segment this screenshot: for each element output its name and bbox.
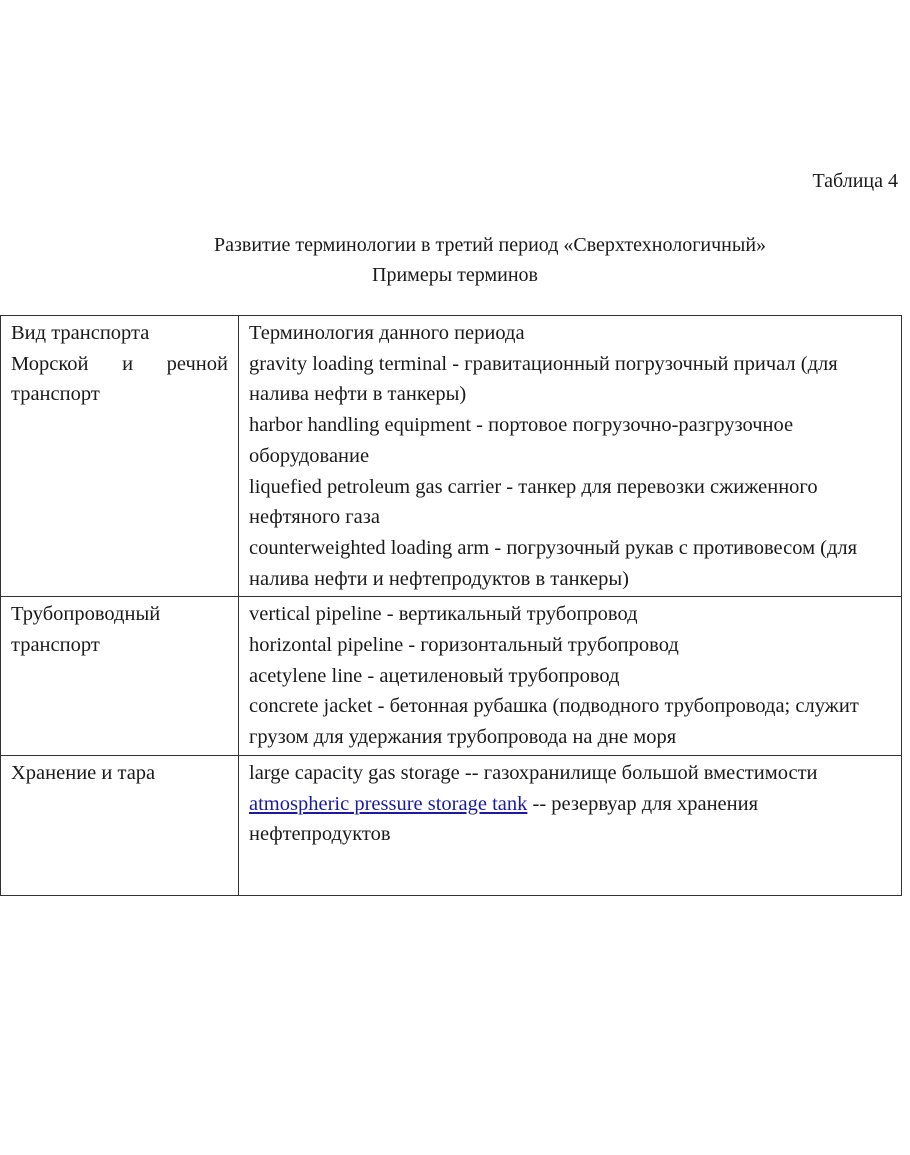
category-line: Морской и речной: [11, 352, 228, 375]
table-row: [1, 316, 902, 597]
term-ru: бетонная рубашка (подводного трубопровода; служит грузом для удержания трубопровода на дне моря: [249, 695, 859, 749]
term-ru: резервуар для хранения нефтепродуктов: [249, 792, 759, 846]
term-entry: [249, 695, 859, 748]
term-ru: ацетиленовый трубопровод: [379, 664, 620, 687]
title-line-2: Примеры терминов: [372, 264, 538, 286]
term-ru: горизонтальный трубопровод: [420, 634, 679, 657]
term-sep: -: [403, 634, 421, 657]
term-entry: [249, 762, 818, 784]
category-cell: [1, 597, 239, 756]
terms-cell: [239, 597, 902, 756]
term-en: harbor handling equipment: [249, 414, 472, 437]
category-line: транспорт: [11, 634, 100, 657]
term-sep: -: [372, 695, 390, 718]
term-sep: -: [447, 352, 465, 375]
table-label: Таблица 4: [812, 170, 898, 192]
term-ru: погрузочный рукав с противовесом (для налива нефти и нефтепродуктов в танкеры): [249, 536, 858, 590]
term-en: horizontal pipeline: [249, 634, 404, 657]
term-sep: --: [459, 761, 484, 784]
term-en: large capacity gas storage: [249, 761, 460, 784]
term-entry: [249, 634, 679, 656]
terms-cell: [239, 755, 902, 895]
category-cell: [1, 316, 239, 597]
category-line: транспорт: [11, 383, 100, 406]
header-col2: Терминология данного периода: [249, 322, 525, 344]
term-ru: танкер для перевозки сжиженного нефтяного газа: [249, 475, 818, 529]
category-line: Трубопроводный: [11, 603, 161, 626]
table-row: [1, 597, 902, 756]
term-entry: [249, 414, 793, 467]
term-en: counterweighted loading arm: [249, 536, 490, 559]
term-sep: -: [381, 603, 399, 626]
term-sep: -: [489, 536, 507, 559]
term-ru: газохранилище большой вместимости: [483, 761, 818, 784]
category-cell: [1, 755, 239, 895]
term-entry: [249, 603, 638, 625]
term-en: liquefied petroleum gas carrier: [249, 475, 502, 498]
term-en: gravity loading terminal: [249, 352, 448, 375]
title-line-1: Развитие терминологии в третий период «Сверхтехнологичный»: [213, 234, 767, 256]
term-link[interactable]: atmospheric pressure storage tank: [249, 792, 528, 815]
term-entry: [249, 665, 620, 687]
term-en: concrete jacket: [249, 695, 373, 718]
term-ru: портовое погрузочно-разгрузочное оборудование: [249, 414, 794, 467]
term-sep: -: [501, 475, 519, 498]
term-sep: -: [362, 664, 380, 687]
term-sep: --: [527, 792, 552, 815]
header-col1: Вид транспорта: [11, 322, 150, 344]
term-entry: [249, 353, 838, 406]
terms-table: [0, 315, 902, 896]
term-entry: [249, 793, 758, 846]
term-ru: гравитационный погрузочный причал (для налива нефти в танкеры): [249, 352, 838, 406]
term-en: acetylene line: [249, 664, 363, 687]
terms-cell: [239, 316, 902, 597]
term-entry: [249, 537, 857, 590]
term-en: vertical pipeline: [249, 603, 382, 626]
term-sep: -: [471, 414, 489, 437]
term-entry: [249, 476, 818, 529]
term-ru: вертикальный трубопровод: [398, 603, 638, 626]
table-row: [1, 755, 902, 895]
table-title: [0, 230, 910, 290]
category-line: Хранение и тара: [11, 761, 156, 784]
